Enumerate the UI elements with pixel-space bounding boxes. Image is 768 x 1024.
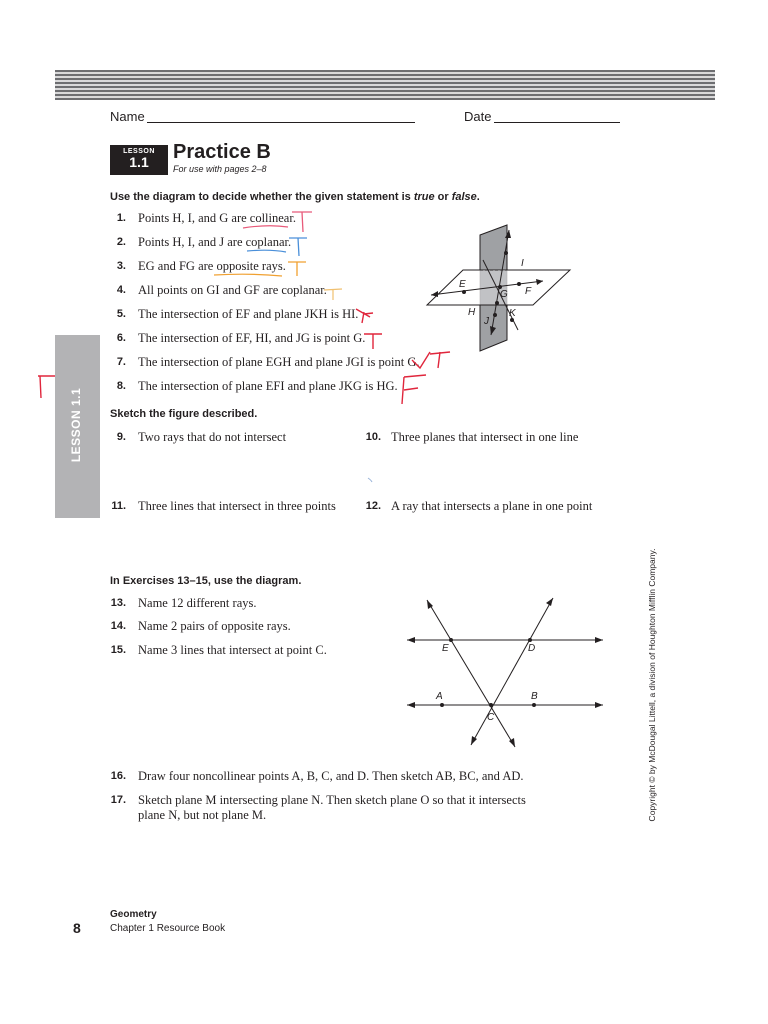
item-number: 9. — [116, 431, 126, 443]
label-A: A — [436, 691, 443, 702]
item-number: 2. — [116, 236, 126, 248]
item-text: The intersection of plane EFI and plane JKG is HG. — [138, 379, 398, 393]
label-G: G — [500, 289, 508, 300]
item-number: 17. — [110, 794, 126, 806]
item-text: All points on GI and GF are coplanar. — [138, 283, 327, 297]
item-number: 5. — [116, 308, 126, 320]
section1-instruction: Use the diagram to decide whether the given statement is true or false. — [110, 191, 480, 203]
book-title: Geometry — [110, 909, 157, 920]
item-text: Three lines that intersect in three points — [138, 499, 336, 513]
item-number: 6. — [116, 332, 126, 344]
copyright-notice: Copyright © by McDougal Littell, a division of Houghton Mifflin Company. — [647, 548, 657, 822]
item-text: EG and FG are opposite rays. — [138, 259, 286, 273]
item-number: 15. — [110, 644, 126, 656]
item-text: Name 12 different rays. — [138, 596, 257, 610]
chapter-title: Chapter 1 Resource Book — [110, 923, 226, 934]
page-subtitle: For use with pages 2–8 — [173, 164, 267, 174]
item-number: 10. — [365, 431, 381, 443]
item-text: The intersection of EF and plane JKH is HI. — [138, 307, 359, 321]
intersecting-planes-diagram — [425, 225, 585, 365]
lesson-tag: LESSON — [123, 148, 155, 155]
item-number: 3. — [116, 260, 126, 272]
item-number: 11. — [111, 500, 126, 512]
item-text: The intersection of plane EGH and plane JGI is point G. — [138, 355, 420, 369]
item-number: 13. — [110, 597, 126, 609]
item-text: Sketch plane M intersecting plane N. Then sketch plane O so that it intersects — [138, 793, 526, 807]
item-text: Points H, I, and G are collinear. — [138, 211, 296, 225]
item-text: Name 2 pairs of opposite rays. — [138, 619, 291, 633]
item-number: 12. — [365, 500, 381, 512]
lesson-number: 1.1 — [129, 154, 149, 170]
name-label: Name — [110, 109, 145, 124]
item-number: 16. — [110, 770, 126, 782]
item-number: 1. — [116, 212, 126, 224]
page-number: 8 — [73, 920, 81, 936]
label-F: F — [525, 286, 532, 297]
item-text: Two rays that do not intersect — [138, 430, 287, 444]
item-number: 4. — [116, 284, 126, 296]
side-tab-label: LESSON 1.1 — [69, 387, 83, 463]
label-J: J — [484, 316, 489, 327]
item-number: 8. — [116, 380, 126, 392]
label-E: E — [442, 643, 449, 654]
label-C: C — [487, 712, 495, 723]
item-text: Points H, I, and J are coplanar. — [138, 235, 292, 249]
label-E: E — [459, 279, 466, 290]
section2-instruction: Sketch the figure described. — [110, 408, 258, 420]
item-text: The intersection of EF, HI, and JG is point G. — [138, 331, 366, 345]
label-H: H — [468, 307, 476, 318]
item-number: 7. — [116, 356, 126, 368]
date-label: Date — [464, 109, 492, 124]
item-text: Draw four noncollinear points A, B, C, and D. Then sketch AB, BC, and AD. — [138, 769, 524, 783]
label-I: I — [521, 258, 524, 269]
item-text: Three planes that intersect in one line — [391, 430, 579, 444]
item-text-continued: plane N, but not plane M. — [138, 808, 267, 822]
item-text: A ray that intersects a plane in one point — [391, 499, 593, 513]
page-title: Practice B — [173, 141, 271, 163]
label-K: K — [509, 308, 516, 319]
section3-instruction: In Exercises 13–15, use the diagram. — [110, 575, 302, 587]
label-B: B — [531, 691, 538, 702]
item-text: Name 3 lines that intersect at point C. — [138, 643, 327, 657]
label-D: D — [528, 643, 536, 654]
item-number: 14. — [110, 620, 126, 632]
lines-diagram — [405, 595, 605, 755]
